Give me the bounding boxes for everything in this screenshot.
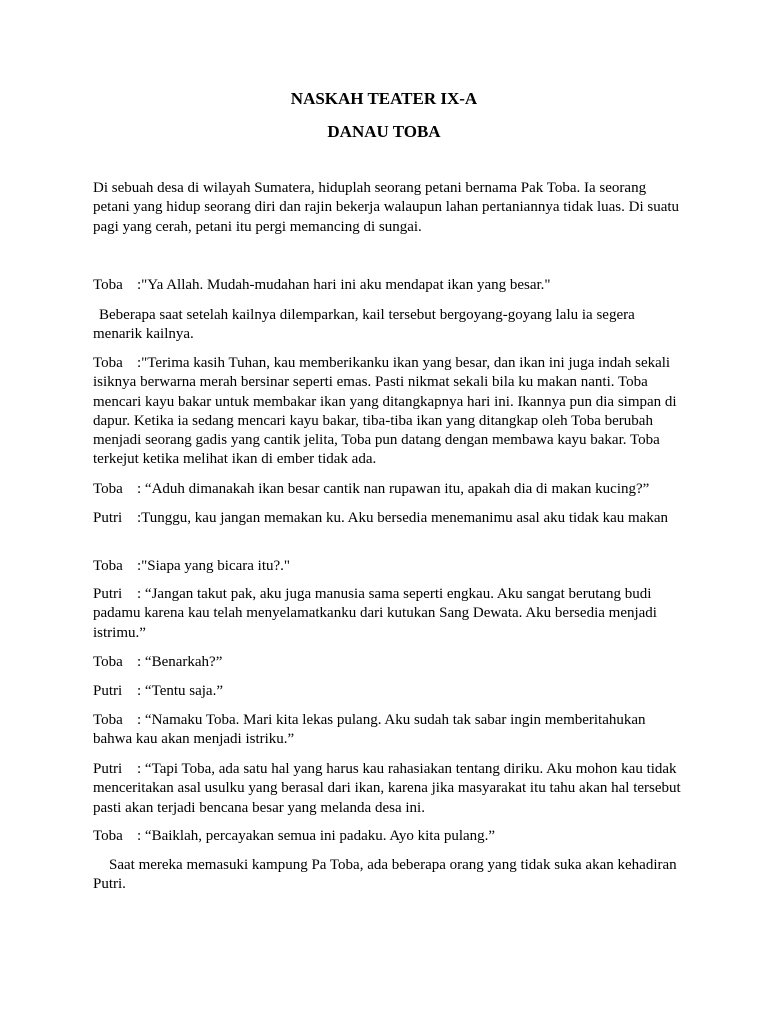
intro-paragraph: Di sebuah desa di wilayah Sumatera, hiduplah seorang petani bernama Pak Toba. Ia seorang petani yang hidup seorang diri dan rajin bekerja walaupun lahan pertaniannya tidak luas. Di suatu pagi yang cerah, petani itu pergi memancing di sungai. bbox=[93, 180, 680, 235]
dialogue-line bbox=[93, 827, 683, 846]
dialogue-line bbox=[93, 585, 683, 643]
speaker-name: Putri bbox=[93, 586, 123, 602]
dialogue-text: :"Terima kasih Tuhan, kau memberikanku ikan yang besar, dan ikan ini juga indah sekali isiknya berwarna merah bersinar seperti emas. Pasti nikmat sekali bila ku makan nanti. Toba mencari kayu bakar untuk membakar ikan yang ditangkapnya hari ini. Ikannya pun dia simpan di dapur. Ketika ia sedang mencari kayu bakar, tiba-tiba ikan yang ditangkap oleh Toba berubah menjadi seorang gadis yang cantik jelita, Toba pun datang dengan membawa kayu bakar. Toba terkejut ketika melihat ikan di ember tidak ada. bbox=[93, 355, 677, 468]
dialogue-line bbox=[93, 557, 683, 576]
narration-paragraph: Saat mereka memasuki kampung Pa Toba, ada beberapa orang yang tidak suka akan kehadiran Putri. bbox=[93, 857, 677, 893]
dialogue-text: :"Ya Allah. Mudah-mudahan hari ini aku mendapat ikan yang besar." bbox=[137, 277, 551, 293]
dialogue-line bbox=[93, 509, 683, 528]
speaker-name: Toba bbox=[93, 828, 123, 844]
dialogue-line bbox=[93, 711, 683, 750]
dialogue-text: :Tunggu, kau jangan memakan ku. Aku bersedia menemanimu asal aku tidak kau makan bbox=[137, 510, 668, 526]
speaker-name: Toba bbox=[93, 654, 123, 670]
speaker-name: Toba bbox=[93, 481, 123, 497]
dialogue-text: :"Siapa yang bicara itu?." bbox=[137, 558, 291, 574]
dialogue-line bbox=[93, 682, 683, 701]
speaker-name: Toba bbox=[93, 558, 123, 574]
speaker-name: Toba bbox=[93, 277, 123, 293]
dialogue-text: : “Namaku Toba. Mari kita lekas pulang. Aku sudah tak sabar ingin memberitahukan bahwa kau akan menjadi istriku.” bbox=[93, 712, 646, 748]
dialogue-line bbox=[93, 354, 683, 470]
speaker-name: Putri bbox=[93, 683, 123, 699]
speaker-name: Toba bbox=[93, 712, 123, 728]
dialogue-text: : “Tentu saja.” bbox=[137, 683, 223, 699]
dialogue-text: : “Baiklah, percayakan semua ini padaku. Ayo kita pulang.” bbox=[137, 828, 496, 844]
dialogue-text: : “Aduh dimanakah ikan besar cantik nan rupawan itu, apakah dia di makan kucing?” bbox=[137, 481, 650, 497]
speaker-name: Putri bbox=[93, 510, 123, 526]
document-title: NASKAH TEATER IX-A bbox=[290, 89, 478, 108]
dialogue-text: : “Benarkah?” bbox=[137, 654, 223, 670]
dialogue-text: : “Jangan takut pak, aku juga manusia sama seperti engkau. Aku sangat berutang budi padamu karena kau telah menyelamatkanku dari kutukan Sang Dewata. Aku bersedia menjadi istrimu.” bbox=[93, 586, 657, 641]
dialogue-line bbox=[93, 480, 683, 499]
speaker-name: Toba bbox=[93, 355, 123, 371]
dialogue-line bbox=[93, 760, 683, 818]
dialogue-line bbox=[93, 653, 683, 672]
narration-paragraph: Beberapa saat setelah kailnya dilemparkan, kail tersebut bergoyang-goyang lalu ia segera menarik kailnya. bbox=[93, 307, 635, 343]
dialogue-line bbox=[93, 276, 683, 295]
speaker-name: Putri bbox=[93, 761, 123, 777]
dialogue-text: : “Tapi Toba, ada satu hal yang harus kau rahasiakan tentang diriku. Aku mohon kau tidak menceritakan asal usulku yang berasal dari ikan, karena jika masyarakat itu tahu akan hal tersebut pasti akan terjadi bencana besar yang melanda desa ini. bbox=[93, 761, 681, 816]
document-subtitle: DANAU TOBA bbox=[327, 122, 441, 141]
